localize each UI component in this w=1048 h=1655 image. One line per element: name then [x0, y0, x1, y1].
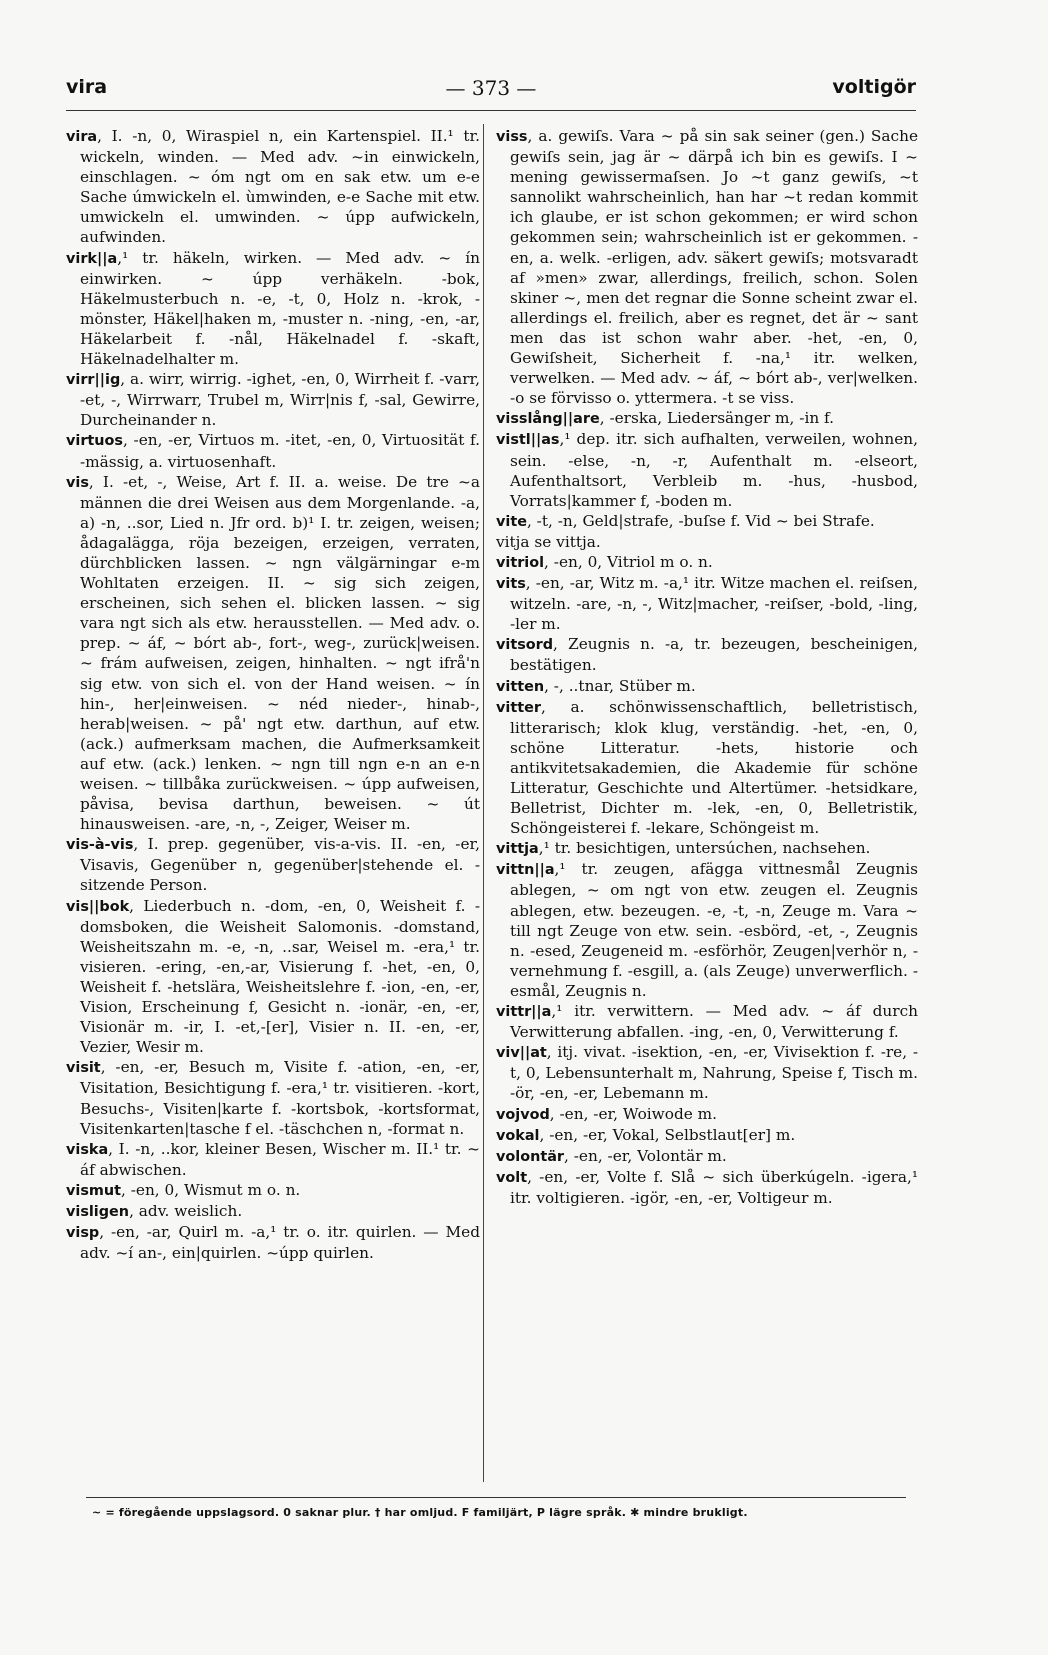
entry-vojvod: vojvod, -en, -er, Woiwode m. [496, 1104, 718, 1123]
entry-vitter: vitter, a. schönwissenschaftlich, belletristisch, litterarisch; klok klug, verständig. -het, -en, 0, schöne Litteratur. -hets, historie och antikvitetsakademien, die Akademie für schöne Litteratur, Geschichte und Altertümer. -hetsidkare, Belletrist, Dichter m. -lek, -en, 0, Belletristik, Schöngeisterei f. -lekare, Schöngeist m. [496, 697, 918, 838]
entry-viss: viss, a. gewiſs. Vara ~ på sin sak seiner (gen.) Sache gewiſs sein, jag är ~ därpå ich bin es gewiſs. I ~ mening gewissermaſsen. Jo ~t ganz gewiſs, ~t sannolikt wahrscheinlich, han har ~t redan kommit ich glaube, er ist schon gekommen; er wird schon gekommen sein; wahrscheinlich ist er gekommen. -en, a. welk. -erligen, adv. säkert gewiſs; motsvaradt af »men» zwar, allerdings, freilich, schon. Solen skiner ~, men det regnar die Sonne scheint zwar el. allerdings el. freilich, aber es regnet, det är ~ sant men das ist schon wahr aber. -het, -en, 0, Gewiſsheit, Sicherheit f. -na,¹ itr. welken, verwelken. — Med adv. ~ áf, ~ bórt ab-, ver|welken. -o se förvisso o. yttermera. -t se viss. [496, 127, 918, 408]
page-number: — 373 — [445, 76, 537, 100]
entry-vis: vis, I. -et, -, Weise, Art f. II. a. weise. De tre ~a männen die drei Weisen aus dem Morgenlande. -a, a) -n, ..sor, Lied n. Jfr ord. b)¹ I. tr. zeigen, weisen; ådagalägga, röja bezeigen, erzeigen, verraten, dürchblicken lassen. ~ ngn välgärningar e-m Wohltaten erzeigen. II. ~ sig sich zeigen, erscheinen, sich sehen el. blicken lassen. ~ sig vara ngt sich als etw. herausstellen. — Med adv. o. prep. ~ áf, ~ bórt ab-, fort-, weg-, zurück|weisen. ~ frám aufweisen, zeigen, hinhalten. ~ ngt ifrå'n sig etw. von sich el. von der Hand weisen. ~ ín hin-, her|einweisen. ~ néd nieder-, hinab-, herab|weisen. ~ på' ngt etw. darthun, auf etw. (ack.) aufmerksam machen, die Aufmerksamkeit auf etw. (ack.) lenken. ~ ngn till ngn e-n an e-n weisen. ~ tillbåka zurückweisen. ~ úpp aufweisen, påvisa, bevisa darthun, beweisen. ~ út hinausweisen. -are, -n, -, Zeiger, Weiser m. [66, 472, 480, 834]
header-rule [66, 110, 916, 111]
column-divider [483, 124, 484, 1482]
abbreviation-legend: ~ = föregående uppslagsord. 0 saknar plur. † har omljud. F familjärt, P lägre språk. ✱ mindre brukligt. [92, 1506, 748, 1519]
entry-vite: vite, -t, -n, Geld|strafe, -buſse f. Vid ~ bei Strafe. [496, 511, 875, 530]
entry-vitja: vitja se vittja. [496, 532, 601, 551]
entry-vis-a-vis: vis-à-vis, I. prep. gegenüber, vis-a-vis. II. -en, -er, Visavis, Gegenüber n, gegenüber|stehende el. -sitzende Person. [66, 835, 480, 895]
entry-vittja: vittja,¹ tr. besichtigen, untersúchen, nachsehen. [496, 839, 871, 858]
entry-viska: viska, I. -n, ..kor, kleiner Besen, Wischer m. II.¹ tr. ~ áf abwischen. [66, 1139, 480, 1179]
entry-virka: virk||a,¹ tr. häkeln, wirken. — Med adv. ~ ín einwirken. ~ úpp verhäkeln. -bok, Häkelmusterbuch n. -e, -t, 0, Holz n. -krok, -mönster, Häkel|haken m, -muster n. -ning, -en, -ar, Häkelarbeit f. -nål, Häkelnadel f. -skaft, Häkelnadelhalter m. [66, 248, 480, 369]
entry-vittra: vittr||a,¹ itr. verwittern. — Med adv. ~ áf durch Verwitterung abfallen. -ing, -en, 0, Verwitterung f. [496, 1002, 918, 1042]
right-column [496, 126, 918, 1486]
header-right-guideword: voltigör [832, 76, 916, 98]
entry-vitsord: vitsord, Zeugnis n. -a, tr. bezeugen, bescheinigen, bestätigen. [496, 635, 918, 675]
header-left-guideword: vira [66, 76, 108, 98]
running-header [66, 76, 916, 104]
entry-visbok: vis||bok, Liederbuch n. -dom, -en, 0, Weisheit f. -domsboken, die Weisheit Salomonis. -domstand, Weisheitszahn m. -e, -n, ..sar, Weisel m. -era,¹ tr. visieren. -ering, -en,-ar, Visierung f. -het, -en, 0, Weisheit f. -hetslära, Weisheitslehre f. -ion, -en, -er, Vision, Erscheinung f, Gesicht n. -ionär, -en, -er, Visionär m. -ir, I. -et,-[er], Visier n. II. -en, -er, Vezier, Wesir m. [66, 896, 480, 1057]
entry-vokal: vokal, -en, -er, Vokal, Selbstlaut[er] m. [496, 1125, 796, 1144]
entry-vitten: vitten, -, ..tnar, Stüber m. [496, 676, 696, 695]
entry-vivat: viv||at, itj. vivat. -isektion, -en, -er, Vivisektion f. -re, -t, 0, Lebensunterhalt m, Nahrung, Speise f, Tisch m. -ör, -en, -er, Lebemann m. [496, 1043, 918, 1103]
entry-visp: visp, -en, -ar, Quirl m. -a,¹ tr. o. itr. quirlen. — Med adv. ~í an-, ein|quirlen. ~úpp quirlen. [66, 1223, 480, 1263]
entry-vitriol: vitriol, -en, 0, Vitriol m o. n. [496, 552, 713, 571]
entry-volt: volt, -en, -er, Volte f. Slå ~ sich überkúgeln. -igera,¹ itr. voltigieren. -igör, -en, -er, Voltigeur m. [496, 1167, 918, 1207]
entry-vittna: vittn||a,¹ tr. zeugen, afägga vittnesmål Zeugnis ablegen, ~ om ngt von etw. zeugen el. Zeugnis ablegen, etw. bezeugen. -e, -t, -n, Zeuge m. Vara ~ till ngt Zeuge von etw. sein. -esbörd, -et, -, Zeugnis n. -esed, Zeugeneid m. -esförhör, Zeugen|verhör n, -vernehmung f. -esgill, a. (als Zeuge) unverwerflich. -esmål, Zeugnis n. [496, 860, 918, 1000]
entry-vits: vits, -en, -ar, Witz m. -a,¹ itr. Witze machen el. reiſsen, witzeln. -are, -n, -, Witz|macher, -reiſser, -bold, -ling, -ler m. [496, 574, 918, 634]
left-column [66, 126, 480, 1486]
entry-virtuos: virtuos, -en, -er, Virtuos m. -itet, -en, 0, Virtuosität f. -mässig, a. virtuosenhaft. [66, 431, 480, 471]
entry-visligen: visligen, adv. weislich. [66, 1201, 243, 1220]
entry-vismut: vismut, -en, 0, Wismut m o. n. [66, 1180, 301, 1199]
entry-volontar: volontär, -en, -er, Volontär m. [496, 1146, 727, 1165]
entry-vira: vira, I. -n, 0, Wiraspiel n, ein Kartenspiel. II.¹ tr. wickeln, winden. — Med adv. ~in einwickeln, einschlagen. ~ óm ngt om en sak etw. um e-e Sache úmwickeln el. ùmwinden, e-e Sache mit etw. umwickeln el. umwinden. ~ úpp aufwickeln, aufwinden. [66, 127, 480, 247]
entry-vistlas: vistl||as,¹ dep. itr. sich aufhalten, verweilen, wohnen, sein. -else, -n, -r, Aufenthalt m. -elseort, Aufenthaltsort, Verbleib m. -hus, -husbod, Vorrats|kammer f, -boden m. [496, 430, 918, 510]
entry-visit: visit, -en, -er, Besuch m, Visite f. -ation, -en, -er, Visitation, Besichtigung f. -era,¹ tr. visitieren. -kort, Besuchs-, Visiten|karte f. -kortsbok, -kortsformat, Visitenkarten|tasche f el. -täschchen n, -format n. [66, 1058, 480, 1138]
entry-virrig: virr||ig, a. wirr, wirrig. -ighet, -en, 0, Wirrheit f. -varr, -et, -, Wirrwarr, Trubel m, Wirr|nis f, -sal, Gewirre, Durcheinander n. [66, 370, 480, 430]
footer-rule [86, 1497, 906, 1498]
entry-visslangare: visslång||are, -erska, Liedersänger m, -in f. [496, 409, 835, 428]
